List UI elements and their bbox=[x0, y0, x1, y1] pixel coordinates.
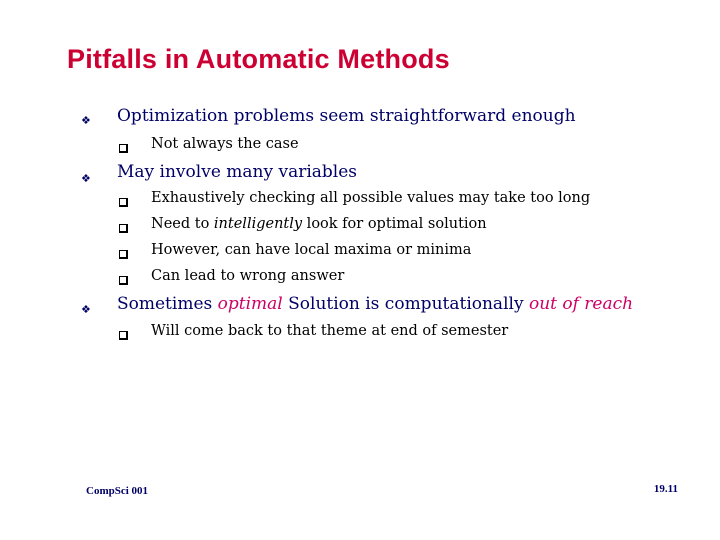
bullet-out-of-reach bbox=[117, 294, 633, 314]
footer-course: CompSci 001 bbox=[86, 485, 149, 497]
sub-bullet-come-back: Will come back to that theme at end of semester bbox=[151, 323, 509, 339]
slide-title: Pitfalls in Automatic Methods bbox=[67, 44, 450, 74]
emphasis-intelligently: intelligently bbox=[213, 216, 303, 232]
diamond-bullet-icon: ❖ bbox=[81, 114, 91, 127]
square-bullet-icon bbox=[119, 224, 128, 233]
footer-page-number: 19.11 bbox=[653, 483, 678, 495]
square-bullet-icon bbox=[119, 198, 128, 207]
text-segment: Need to bbox=[151, 216, 214, 232]
emphasis-optimal: optimal bbox=[217, 294, 283, 314]
sub-bullet-not-always: Not always the case bbox=[151, 136, 299, 152]
sub-bullet-wrong-answer: Can lead to wrong answer bbox=[151, 268, 345, 284]
diamond-bullet-icon: ❖ bbox=[81, 303, 91, 316]
square-bullet-icon bbox=[119, 144, 128, 153]
diamond-bullet-icon: ❖ bbox=[81, 172, 91, 185]
bullet-many-variables: May involve many variables bbox=[117, 162, 358, 182]
square-bullet-icon bbox=[119, 276, 128, 285]
text-segment: Sometimes bbox=[117, 294, 218, 314]
sub-bullet-intelligently bbox=[151, 216, 487, 232]
square-bullet-icon bbox=[119, 331, 128, 340]
text-segment: Solution is computationally bbox=[282, 294, 529, 314]
text-segment: look for optimal solution bbox=[302, 216, 487, 232]
square-bullet-icon bbox=[119, 250, 128, 259]
emphasis-out-of-reach: out of reach bbox=[528, 294, 634, 314]
sub-bullet-exhaustive: Exhaustively checking all possible values may take too long bbox=[151, 190, 591, 206]
sub-bullet-local-maxima: However, can have local maxima or minima bbox=[151, 242, 472, 258]
bullet-optimization: Optimization problems seem straightforward enough bbox=[117, 106, 576, 126]
